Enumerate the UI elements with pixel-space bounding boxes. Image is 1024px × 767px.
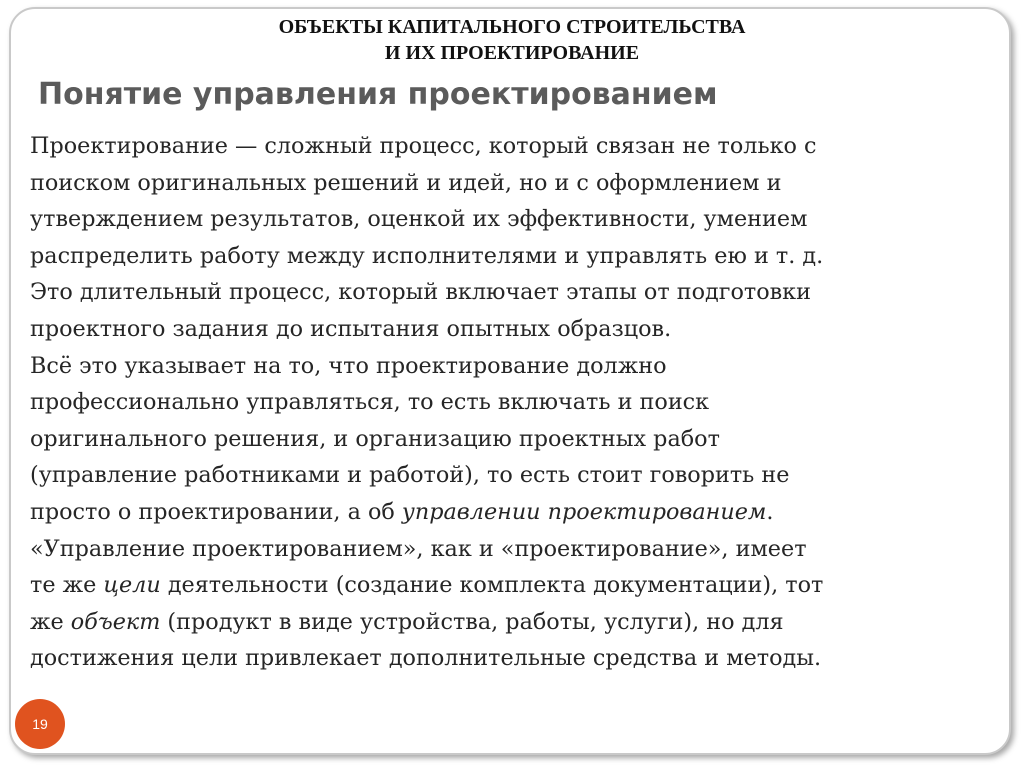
body-line: утверждением результатов, оценкой их эффективности, умением: [30, 206, 808, 233]
body-text-segment: (продукт в виде устройства, работы, услуги), но для: [160, 608, 784, 635]
header-title: [0, 14, 1024, 66]
body-line: проектного задания до испытания опытных образцов.: [30, 315, 672, 342]
body-line: Проектирование — сложный процесс, который связан не только с: [30, 133, 817, 159]
emphasis-object: объект: [70, 608, 161, 635]
body-line: поиском оригинальных решений и идей, но и с оформлением и: [30, 169, 782, 196]
body-line: Это длительный процесс, который включает этапы от подготовки: [30, 279, 811, 306]
body-text: [30, 128, 1005, 677]
body-text-segment: те же: [30, 572, 104, 599]
header-title-line-2: И ИХ ПРОЕКТИРОВАНИЕ: [384, 42, 640, 64]
body-line: [30, 494, 1005, 531]
body-text-segment: .: [766, 498, 774, 525]
header-title-line-1: ОБЪЕКТЫ КАПИТАЛЬНОГО СТРОИТЕЛЬСТВА: [278, 16, 746, 38]
body-text-segment: просто о проектировании, а об: [30, 498, 402, 525]
body-line: [30, 604, 1005, 641]
body-text-segment: же: [30, 608, 71, 635]
emphasis-managing-design: управлении проектированием: [401, 498, 767, 525]
body-line: (управление работниками и работой), то есть стоит говорить не: [30, 462, 790, 489]
body-line: Всё это указывает на то, что проектирование должно: [30, 352, 667, 379]
emphasis-goals: цели: [103, 572, 161, 599]
body-line: [30, 567, 1005, 604]
page-number-badge: 19: [15, 699, 65, 749]
body-line: профессионально управляться, то есть включать и поиск: [30, 389, 710, 416]
body-line: оригинального решения, и организацию проектных работ: [30, 425, 720, 452]
body-text-segment: деятельности (создание комплекта документации), тот: [160, 572, 824, 599]
body-line: «Управление проектированием», как и «проектирование», имеет: [30, 535, 807, 562]
body-line: распределить работу между исполнителями и управлять ею и т. д.: [30, 242, 824, 269]
slide-title: Понятие управления проектированием: [38, 77, 718, 112]
body-line: достижения цели привлекает дополнительные средства и методы.: [30, 645, 822, 672]
